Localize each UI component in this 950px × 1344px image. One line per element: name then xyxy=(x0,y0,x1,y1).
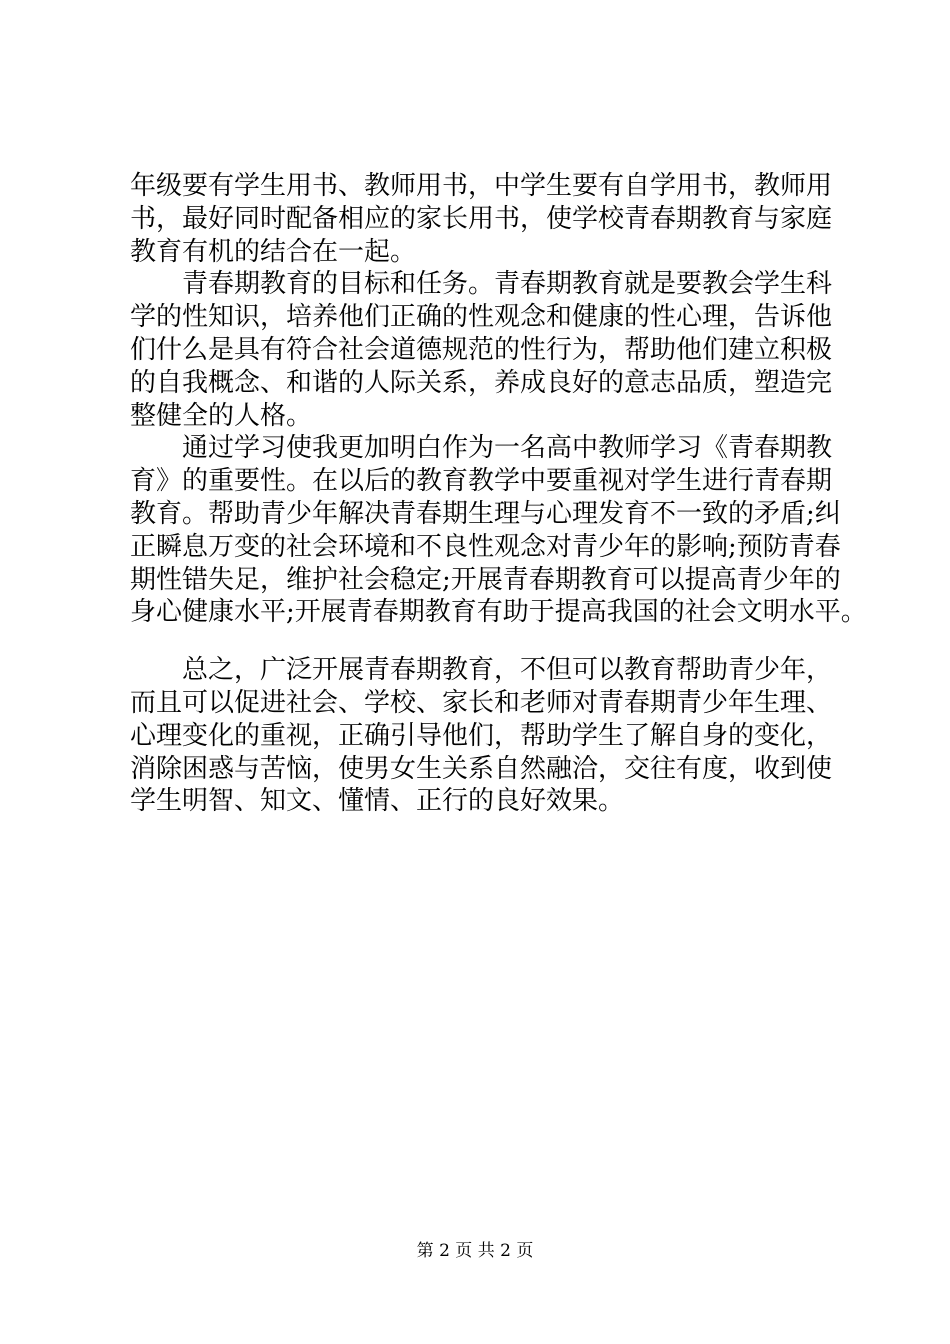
text-line: 消除困惑与苦恼，使男女生关系自然融洽，交往有度，收到使 xyxy=(130,753,833,784)
document-body xyxy=(130,170,867,818)
text-line: 年级要有学生用书、教师用书，中学生要有自学用书，教师用 xyxy=(130,171,833,201)
text-line: 总之，广泛开展青春期教育，不但可以教育帮助青少年， xyxy=(182,655,833,686)
text-line: 通过学习使我更加明白作为一名高中教师学习《青春期教 xyxy=(182,433,833,464)
text-line: 而且可以促进社会、学校、家长和老师对青春期青少年生理、 xyxy=(130,687,833,718)
text-line: 教育。帮助青少年解决青春期生理与心理发育不一致的矛盾;纠 xyxy=(130,498,841,529)
text-line: 书，最好同时配备相应的家长用书，使学校青春期教育与家庭 xyxy=(130,203,833,234)
text-line: 们什么是具有符合社会道德规范的性行为，帮助他们建立积极 xyxy=(130,334,833,365)
text-line: 整健全的人格。 xyxy=(130,400,313,431)
text-line: 青春期教育的目标和任务。青春期教育就是要教会学生科 xyxy=(182,269,833,300)
text-line: 正瞬息万变的社会环境和不良性观念对青少年的影响;预防青春 xyxy=(130,531,841,562)
paragraph-2 xyxy=(130,268,833,432)
text-line: 的自我概念、和谐的人际关系，养成良好的意志品质，塑造完 xyxy=(130,367,833,398)
text-line: 心理变化的重视，正确引导他们，帮助学生了解自身的变化， xyxy=(130,720,833,751)
text-line: 期性错失足，维护社会稳定;开展青春期教育可以提高青少年的 xyxy=(130,564,841,595)
paragraph-1 xyxy=(130,170,833,268)
paragraph-3 xyxy=(130,432,867,629)
text-line: 学生明智、知文、懂情、正行的良好效果。 xyxy=(130,786,625,817)
paragraph-spacer xyxy=(130,629,830,654)
text-line: 学的性知识，培养他们正确的性观念和健康的性心理，告诉他 xyxy=(130,302,833,333)
text-line: 身心健康水平;开展青春期教育有助于提高我国的社会文明水平。 xyxy=(130,597,867,628)
text-line: 育》的重要性。在以后的教育教学中要重视对学生进行青春期 xyxy=(130,466,833,497)
text-line: 教育有机的结合在一起。 xyxy=(130,236,417,267)
paragraph-4 xyxy=(130,654,833,818)
page-number-footer: 第 2 页 共 2 页 xyxy=(416,1241,534,1261)
